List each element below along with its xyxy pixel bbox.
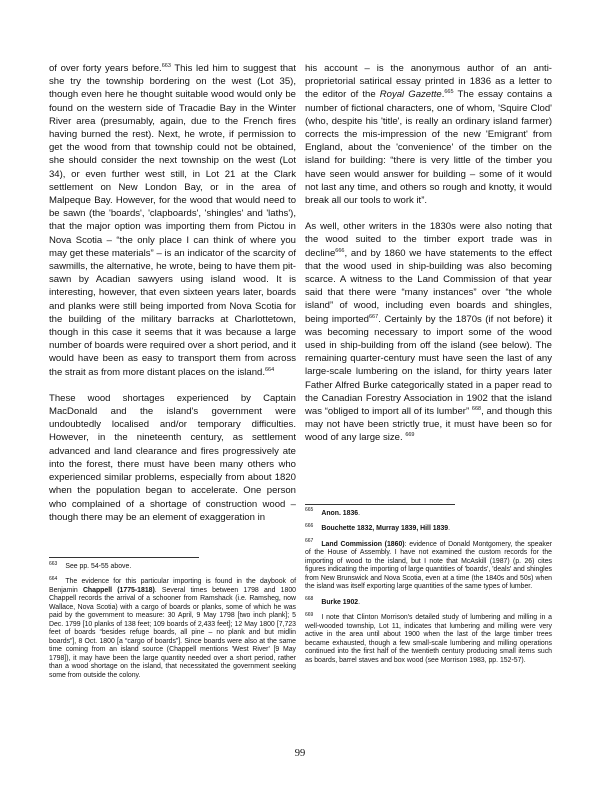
footnote-number: 669 (305, 611, 314, 618)
footnote-number: 663 (49, 560, 58, 567)
footnote (305, 507, 552, 519)
footnote-text: The evidence for this particular importing is found in the daybook of Benjamin (49, 578, 296, 594)
footnote-ref: 663 (161, 62, 171, 69)
paragraph-text: , and by 1860 we have statements to the effect that the wood used in ship-building was also becoming scarce. A witness to the Land Commission of that year said that there were “many instances” over “the whole island” of wood, including even boards and shingles, being imported (305, 247, 552, 325)
footnote-citation: Chappell (1775-1818) (82, 586, 155, 594)
paragraph-text: . (441, 89, 445, 101)
paragraph-text: , and though this may not have been strictly true, it must have been so for wood of any large size. (305, 406, 552, 444)
body-paragraph (49, 62, 296, 379)
footnote-ref: 664 (264, 366, 275, 373)
paragraph-text: of over forty years before. (49, 63, 162, 74)
footnote-number: 668 (305, 596, 314, 603)
body-paragraph: These wood shortages experienced by Captain MacDonald and the island's government were undoubtedly localised and/or temporary difficulties. However, in the nineteenth century, as settlement advanced and land clearance and fires progressively ate into the forest, there must have been many others who experienced similar problems, especially from about 1820 when the population began to accelerate. One person who complained of a shortage of construction wood – though there may be an element of exaggeration in (49, 392, 296, 523)
footnote-text: . (358, 598, 361, 606)
footnote-ref: 667 (369, 313, 379, 320)
footnote-ref: 669 (405, 432, 415, 439)
footnote-text: . (358, 509, 361, 517)
footnote (305, 596, 552, 608)
body-paragraph (305, 220, 552, 444)
footnote-text: . (448, 525, 451, 533)
footnote-citation: Land Commission (1860) (321, 540, 405, 548)
footnote-citation: Anon. 1836 (321, 509, 359, 517)
paragraph-text: . Certainly by the 1870s (if not before) it was becoming necessary to import some of the wood used in ship-building from off the island (see below). The remaining quarter-century must have seen the last of any large-scale lumbering on the island, for thirty years later Father Alfred Burke categorically stated in a paper read to the Canadian Forestry Association in 1902 that the island was “obliged to import all of its lumber” (305, 313, 553, 418)
right-column (305, 62, 552, 672)
footnote-number: 664 (49, 576, 58, 583)
paragraph-text: As well, other writers in the 1830s were also noting that the wood suited to the timber export trade was in decline (305, 221, 552, 259)
footnote-text: . Several times between 1798 and 1800 Chappell records the arrival of a schooner from Ramshack (i.e. Ramsheg, now Wallace, Nova Scotia) with a cargo of boards or planks, some of which he was paid by the government to measure: 30 April, 9 May 1798 [two inch plank]; 5 Dec. 1799 [10 planks of 138 feet; 109 boards of 2,433 feet]; 12 May 1800 [7,723 feet of boards “besides refuge boards, all pine – no plank and but midlin boards”], 8 Oct. 1800 [a “cargo of boards”]. Since boards were also at the same time coming from an island source (Chappell mentions 'West River' [9 May 1798]), it may have been the large quantity needed over a short period, rather than a wood shortage on the island, that necessitated the government seeking some from outside the colony. (49, 586, 296, 679)
footnote (305, 611, 552, 665)
left-column (49, 62, 296, 687)
page-number: 99 (294, 748, 306, 759)
footnote-text: See pp. 54-55 above. (65, 562, 132, 570)
paragraph-text: This led him to suggest that she try the township bordering on the west (Lot 35), though even here he thought suitable wood would only be found on the western side of Tracadie Bay in the Winter River area (presumably, again, due to the French fires having burned the rest). Next, he wrote, if permission to get the wood from that township could not be obtained, she should consider the next township on the west (Lot 34), or even further west still, in Lot 21 at the Clark settlement on New London Bay, or in the area of Malpeque Bay. However, for the wood that would need to be sawn (the 'boards', 'clapboards', 'shingles' and 'laths'), that the major option was importing them from Pictou in Nova Scotia – “the only place I can think of where you may get these materials” – is an indicator of the scarcity of sawmills, the alternative, he wrote, being to have them pit-sawn by Acadian sawyers using island wood. It is interesting, however, that even sixteen years later, boards and planks were still being imported from Nova Scotia for the building of the military barracks at Charlottetown, though in this case it seems that it was because a large number of boards were required over a short period, and it would have been as easy to transport them from across the strait as from more distant places on the island. (49, 63, 296, 378)
footnote-number: 666 (305, 522, 314, 529)
publication-title: Royal Gazette (379, 89, 442, 101)
footnote (305, 522, 552, 534)
paragraph-text: The essay contains a number of fictional characters, one of whom, 'Squire Clod' (who, despite his 'title', is really an ordinary island farmer) corrects the mis-impression of the new 'Emigrant' from England, about the 'convenience' of the timber on the island for building: “there is very little of the timber you have seen would answer for building – some of it would not last any time, and others so rough and knotty, it would break all our tools to work it”. (305, 89, 552, 207)
body-paragraph (305, 62, 552, 207)
footnote-number: 665 (305, 507, 314, 514)
footnote-text: I note that Clinton Morrison's detailed study of lumbering and milling in a well-wooded township, Lot 11, indicates that lumbering and milling were very active in the area until about 1900 when the last of the large timber trees became exhausted, though a few small-scale lumbering and milling operations continued into the first half of the twentieth century producing small items such as boards, barrel staves and box wood (see Morrison 1983, pp. 152-57). (305, 614, 552, 664)
footnote (305, 538, 553, 592)
footnote-number: 667 (305, 538, 314, 545)
paragraph-text: his account – is the anonymous author of an anti-proprietorial satirical essay printed in 1836 as a letter to the editor of the (305, 63, 552, 101)
footnote-citation: Burke 1902 (321, 598, 359, 606)
footnote-text: : evidence of Donald Montgomery, the speaker of the House of Assembly. I have not examined the custom records for the importing of wood to the island, but I note that McAskill (1987) (p. 26) cites figures indicating the importing of large quantities of 'boards', 'deals' and shingles from New Brunswick and Nova Scotia, even at a time (the 1840s and 50s) when the island was itself exporting large quantities of the same types of lumber. (305, 540, 553, 591)
footnote-ref: 666 (335, 247, 345, 254)
footnote-ref: 665 (444, 89, 454, 96)
footnote (49, 560, 296, 572)
footnote-ref: 668 (471, 405, 482, 412)
footnote (49, 578, 296, 680)
footnote-citation: Bouchette 1832, Murray 1839, Hill 1839 (321, 525, 449, 533)
